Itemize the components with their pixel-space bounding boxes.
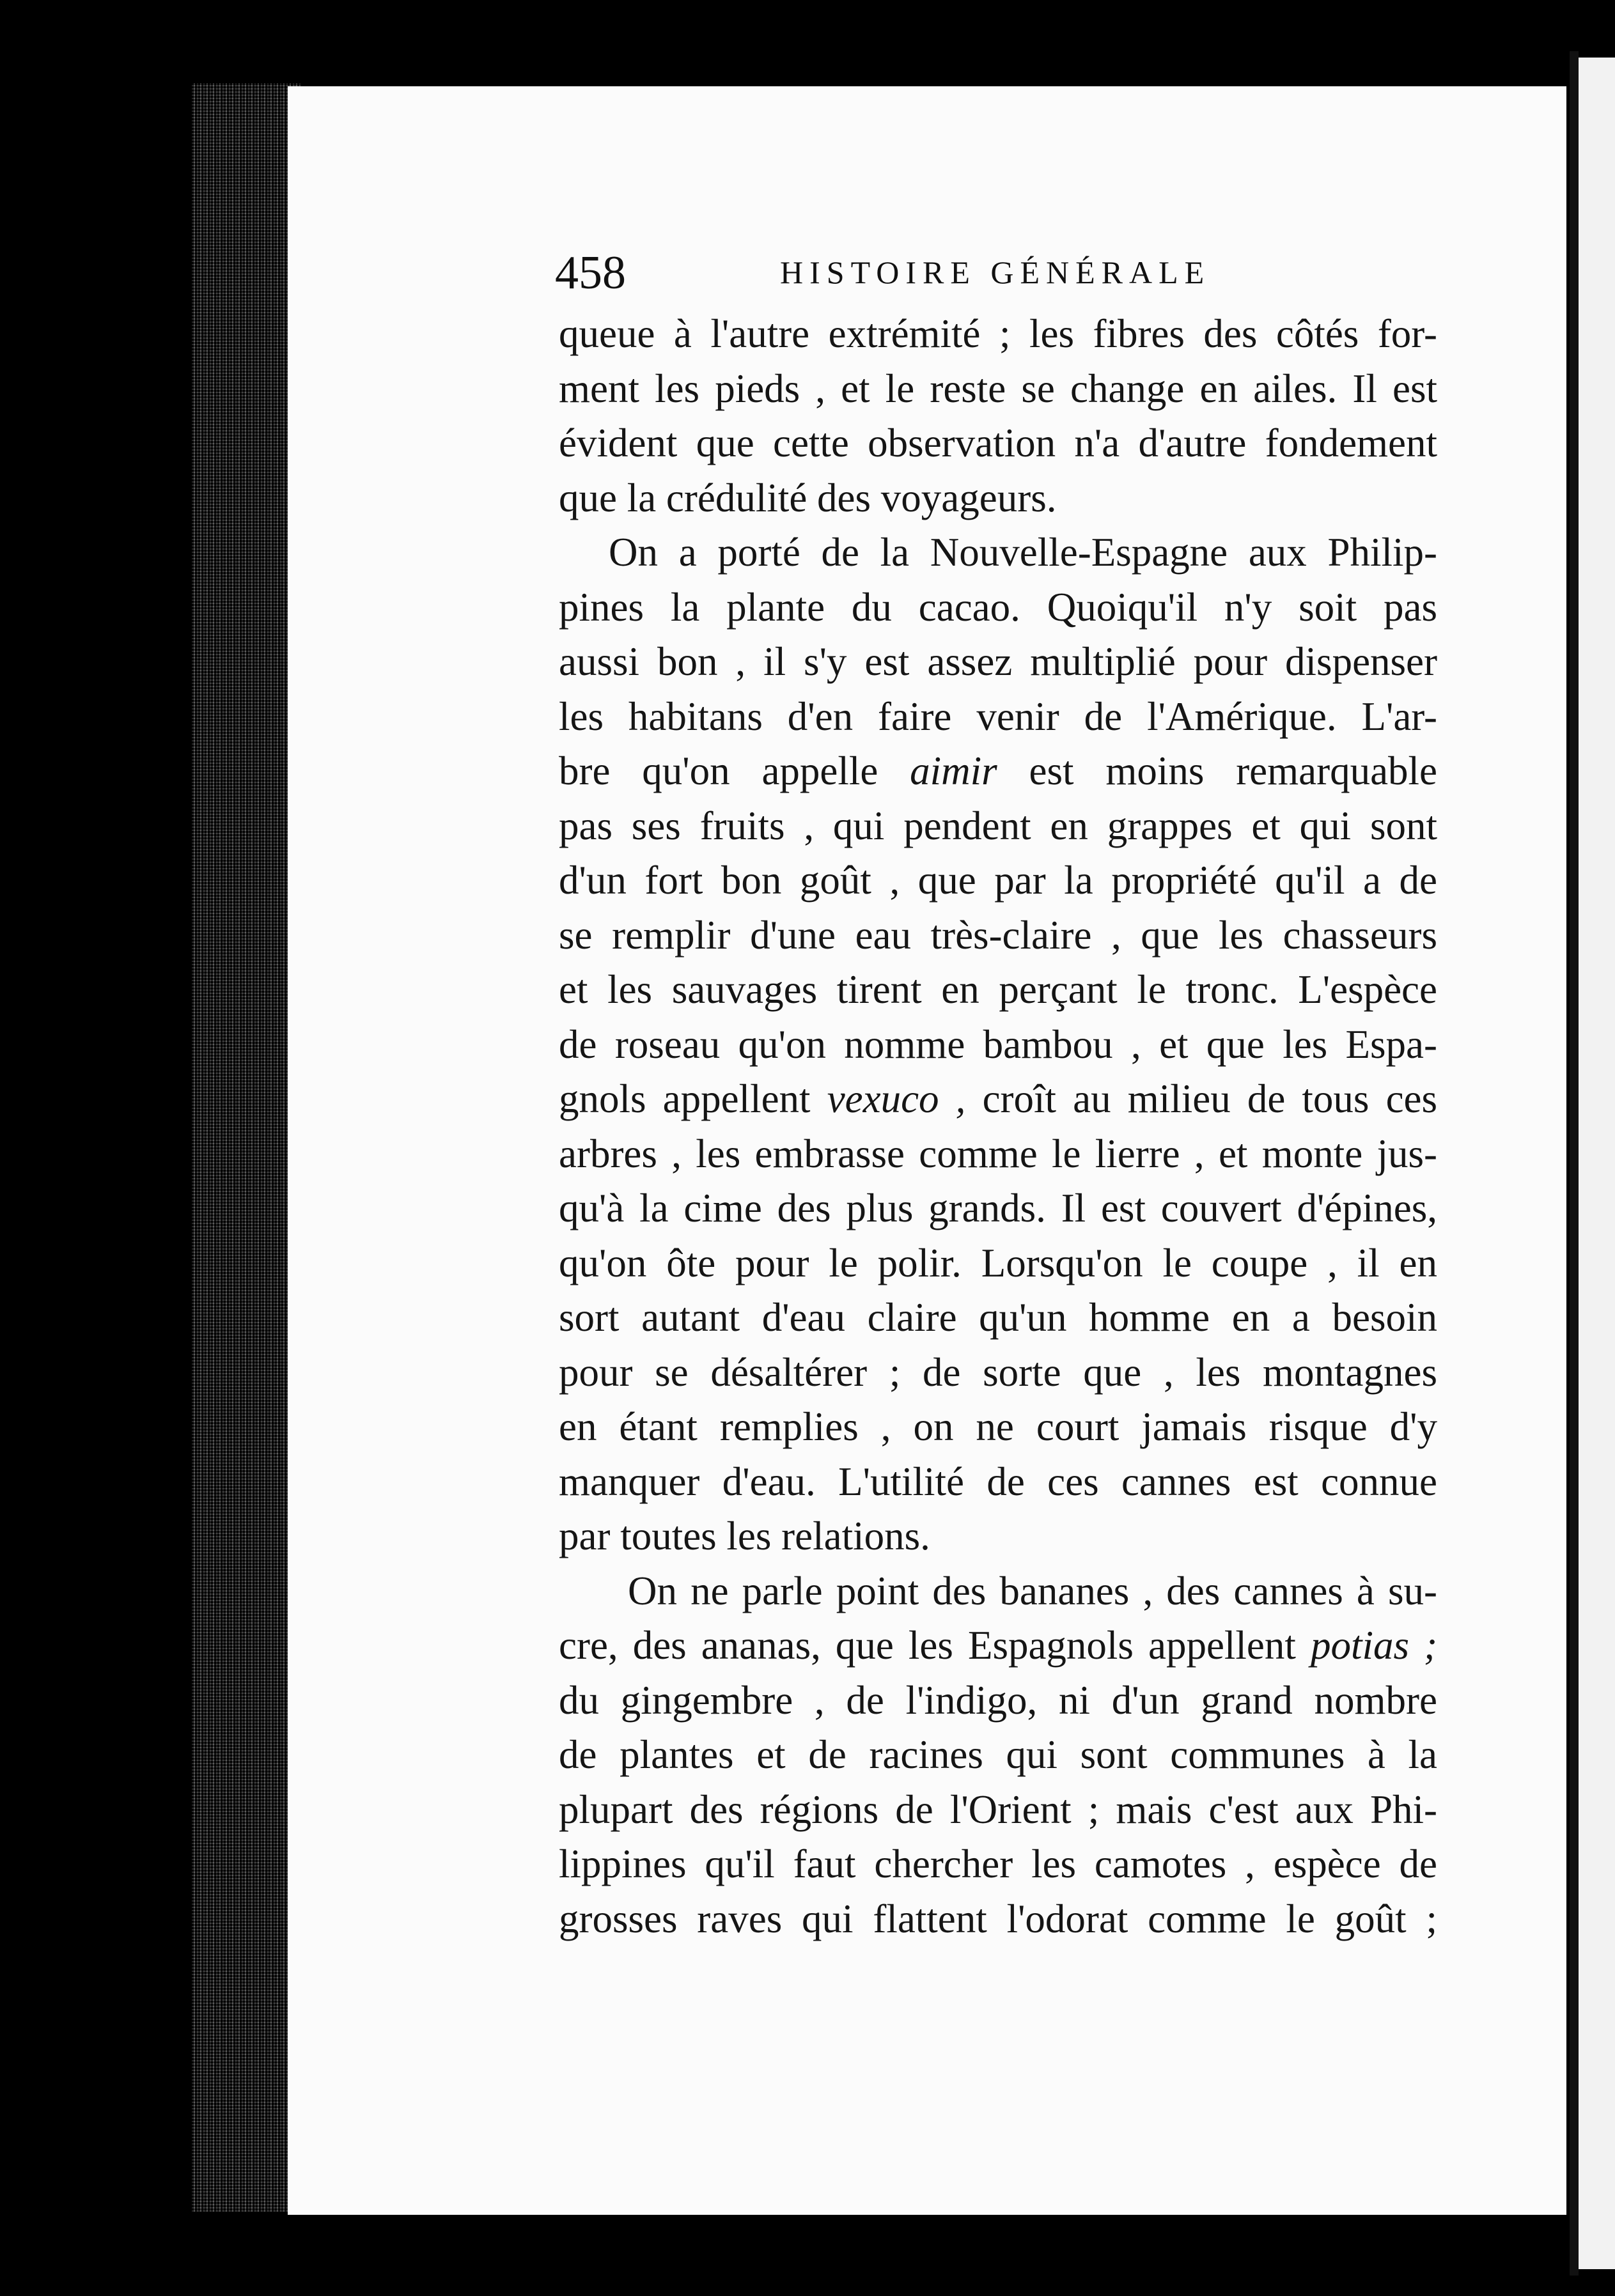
running-title: HISTOIRE GÉNÉRALE (780, 254, 1211, 290)
text-line: qu'à la cime des plus grands. Il est couvert d'épines, (559, 1186, 1437, 1230)
book-fore-edge (192, 83, 300, 2212)
text-line: aussi bon , il s'y est assez multiplié pour dispenser (559, 639, 1437, 684)
text-line: de plantes et de racines qui sont communes à la (559, 1732, 1437, 1777)
text-line: en étant remplies , on ne court jamais risque d'y (559, 1404, 1437, 1449)
text-line: queue à l'autre extrémité ; les fibres des côtés for- (559, 311, 1437, 356)
text-line: du gingembre , de l'indigo, ni d'un grand nombre (559, 1677, 1437, 1723)
text-line: sort autant d'eau claire qu'un homme en a besoin (559, 1295, 1437, 1340)
text-line: lippines qu'il faut chercher les camotes , espèce de (559, 1842, 1437, 1886)
text-line: par toutes les relations. (559, 1514, 930, 1558)
text-line: pour se désaltérer ; de sorte que , les montagnes (559, 1349, 1437, 1395)
text-line: pas ses fruits , qui pendent en grappes et qui sont (559, 803, 1437, 848)
text-line (559, 1618, 1437, 1673)
text-line: évident que cette observation n'a d'autre fondement (559, 421, 1437, 465)
italic-term: vexuco , (827, 1076, 966, 1121)
text-line (559, 1072, 1437, 1127)
text-line: se remplir d'une eau très-claire , que les chasseurs (559, 912, 1437, 958)
page-number: 458 (555, 247, 626, 299)
text-line: que la crédulité des voyageurs. (559, 475, 1057, 520)
text-line: plupart des régions de l'Orient ; mais c'est aux Phi- (559, 1787, 1437, 1832)
body-text (559, 307, 1437, 1946)
text-line: et les sauvages tirent en perçant le tronc. L'espèce (559, 967, 1437, 1012)
text-line: On ne parle point des bananes , des cannes à su- (628, 1568, 1437, 1613)
text-line: ment les pieds , et le reste se change en ailes. Il est (559, 366, 1437, 411)
text-line: les habitans d'en faire venir de l'Amérique. L'ar- (559, 694, 1437, 739)
text-line (559, 744, 1437, 799)
italic-term: potias ; (1310, 1623, 1437, 1668)
text-line: arbres , les embrasse comme le lierre , et monte jus- (559, 1131, 1437, 1176)
text-segment: gnols appellent (559, 1076, 811, 1121)
text-line: d'un fort bon goût , que par la propriété qu'il a de (559, 858, 1437, 903)
text-line: qu'on ôte pour le polir. Lorsqu'on le coupe , il en (559, 1240, 1437, 1285)
text-line: pines la plante du cacao. Quoiqu'il n'y soit pas (559, 584, 1437, 630)
italic-term: aimir (910, 749, 997, 793)
text-segment: cre, des ananas, que les Espagnols appellent (559, 1623, 1296, 1668)
page-border (1570, 51, 1579, 2276)
adjacent-page-strip (1579, 58, 1615, 2269)
text-segment: croît au milieu de tous ces (982, 1076, 1438, 1121)
text-line: On a porté de la Nouvelle-Espagne aux Philip- (609, 530, 1437, 575)
text-segment: bre qu'on appelle (559, 749, 878, 793)
text-line: grosses raves qui flattent l'odorat comme le goût ; (559, 1896, 1437, 1941)
text-segment: est moins remarquable (1029, 749, 1438, 793)
text-line: de roseau qu'on nomme bambou , et que les Espa- (559, 1021, 1437, 1067)
text-line: manquer d'eau. L'utilité de ces cannes est connue (559, 1459, 1437, 1504)
